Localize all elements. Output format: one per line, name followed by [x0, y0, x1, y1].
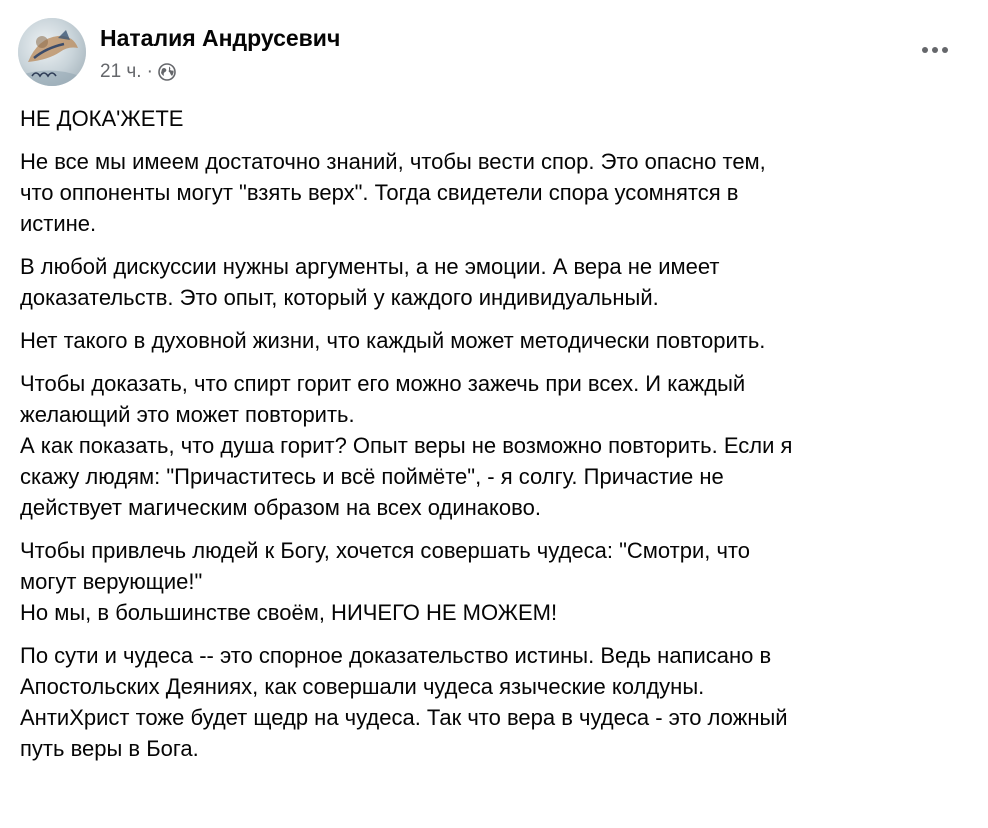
post-text-line: По сути и чудеса -- это спорное доказательство истины. Ведь написано в	[20, 643, 772, 668]
post-text-line: А как показать, что душа горит? Опыт веры не возможно повторить. Если я	[20, 433, 793, 458]
post-text-line: желающий это может повторить.	[20, 402, 355, 427]
post-timestamp[interactable]: 21 ч.	[100, 61, 142, 82]
post-text-line: АнтиХрист тоже будет щедр на чудеса. Так что вера в чудеса - это ложный	[20, 705, 788, 730]
post-header	[0, 0, 988, 100]
post-text-line: Не все мы имеем достаточно знаний, чтобы вести спор. Это опасно тем,	[20, 149, 766, 174]
post-paragraph	[20, 368, 970, 523]
post-meta	[100, 60, 176, 84]
post-paragraph	[20, 103, 970, 134]
post-paragraph	[20, 251, 970, 313]
avatar-image	[18, 18, 86, 86]
globe-icon[interactable]	[158, 63, 176, 81]
post-text-line: скажу людям: "Причаститесь и всё поймёте", - я солгу. Причастие не	[20, 464, 724, 489]
author-avatar[interactable]	[18, 18, 86, 86]
more-options-button[interactable]	[912, 33, 958, 67]
post-paragraph	[20, 535, 970, 628]
post-paragraph	[20, 640, 970, 764]
post-text-line: В любой дискуссии нужны аргументы, а не эмоции. А вера не имеет	[20, 254, 720, 279]
post-text-line: Нет такого в духовной жизни, что каждый может методически повторить.	[20, 328, 766, 353]
post-text-line: доказательств. Это опыт, который у каждого индивидуальный.	[20, 285, 659, 310]
post-text-line: что оппоненты могут "взять верх". Тогда свидетели спора усомнятся в	[20, 180, 739, 205]
author-name[interactable]: Наталия Андрусевич	[100, 25, 341, 51]
more-options-icon	[922, 47, 948, 53]
post-paragraph	[20, 325, 970, 356]
post-text-line: истине.	[20, 211, 97, 236]
meta-separator: ·	[146, 61, 153, 82]
post-text	[20, 103, 970, 776]
post-text-line: путь веры в Бога.	[20, 736, 199, 761]
post-text-line: Апостольских Деяниях, как совершали чудеса языческие колдуны.	[20, 674, 705, 699]
post-text-line: действует магическим образом на всех одинаково.	[20, 495, 541, 520]
post-text-line: Чтобы доказать, что спирт горит его можно зажечь при всех. И каждый	[20, 371, 746, 396]
post-text-line: Но мы, в большинстве своём, НИЧЕГО НЕ МОЖЕМ!	[20, 600, 558, 625]
post-text-line: НЕ ДОКА'ЖЕТЕ	[20, 106, 184, 131]
post-text-line: Чтобы привлечь людей к Богу, хочется совершать чудеса: "Смотри, что	[20, 538, 750, 563]
post-text-line: могут верующие!"	[20, 569, 203, 594]
post-paragraph	[20, 146, 970, 239]
